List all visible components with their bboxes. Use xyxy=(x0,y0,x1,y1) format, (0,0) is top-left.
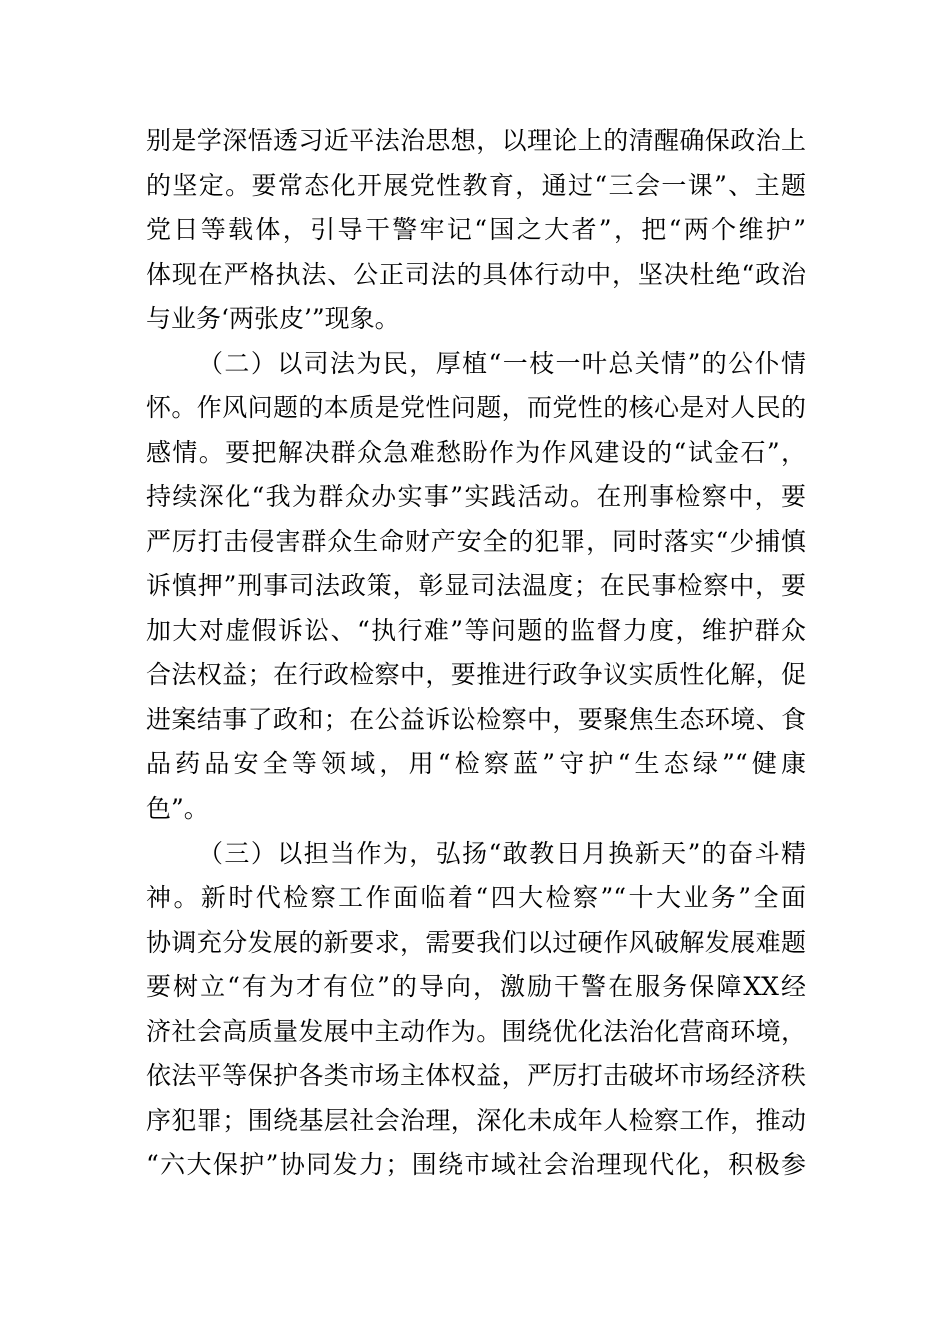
text-line: 党日等载体，引导干警牢记“国之大者”，把“两个维护” xyxy=(146,215,806,244)
text-line: 诉慎押”刑事司法政策，彰显司法温度；在民事检察中，要 xyxy=(146,571,806,600)
section-heading-line: （三）以担当作为，弘扬“敢教日月换新天”的奋斗精 xyxy=(198,839,806,868)
text-line: 神。新时代检察工作面临着“四大检察”“十大业务”全面 xyxy=(146,883,806,912)
text-line: “六大保护”协同发力；围绕市域社会治理现代化，积极参 xyxy=(146,1150,806,1179)
text-line: 要树立“有为才有位”的导向，激励干警在服务保障XX经 xyxy=(146,972,806,1001)
text-line: 济社会高质量发展中主动作为。围绕优化法治化营商环境， xyxy=(146,1017,806,1046)
text-line: 的坚定。要常态化开展党性教育，通过“三会一课”、主题 xyxy=(146,171,806,200)
text-line: 严厉打击侵害群众生命财产安全的犯罪，同时落实“少捕慎 xyxy=(146,527,806,556)
section-heading-line: （二）以司法为民，厚植“一枝一叶总关情”的公仆情 xyxy=(198,349,806,378)
text-line: 色”。 xyxy=(146,794,209,823)
text-line: 怀。作风问题的本质是党性问题，而党性的核心是对人民的 xyxy=(146,393,806,422)
text-line: 协调充分发展的新要求，需要我们以过硬作风破解发展难题 xyxy=(146,928,806,957)
text-line: 合法权益；在行政检察中，要推进行政争议实质性化解，促 xyxy=(146,660,806,689)
text-line: 与业务‘两张皮’”现象。 xyxy=(146,304,400,333)
text-line: 序犯罪；围绕基层社会治理，深化未成年人检察工作，推动 xyxy=(146,1106,806,1135)
text-line: 体现在严格执法、公正司法的具体行动中，坚决杜绝“政治 xyxy=(146,260,806,289)
text-line: 进案结事了政和；在公益诉讼检察中，要聚焦生态环境、食 xyxy=(146,705,806,734)
text-line: 品药品安全等领域，用“检察蓝”守护“生态绿”“健康 xyxy=(146,749,806,778)
text-line: 依法平等保护各类市场主体权益，严厉打击破坏市场经济秩 xyxy=(146,1061,806,1090)
text-line: 别是学深悟透习近平法治思想，以理论上的清醒确保政治上 xyxy=(146,126,806,155)
text-line: 持续深化“我为群众办实事”实践活动。在刑事检察中，要 xyxy=(146,482,806,511)
text-line: 感情。要把解决群众急难愁盼作为作风建设的“试金石”， xyxy=(146,438,806,467)
text-line: 加大对虚假诉讼、“执行难”等问题的监督力度，维护群众 xyxy=(146,616,806,645)
